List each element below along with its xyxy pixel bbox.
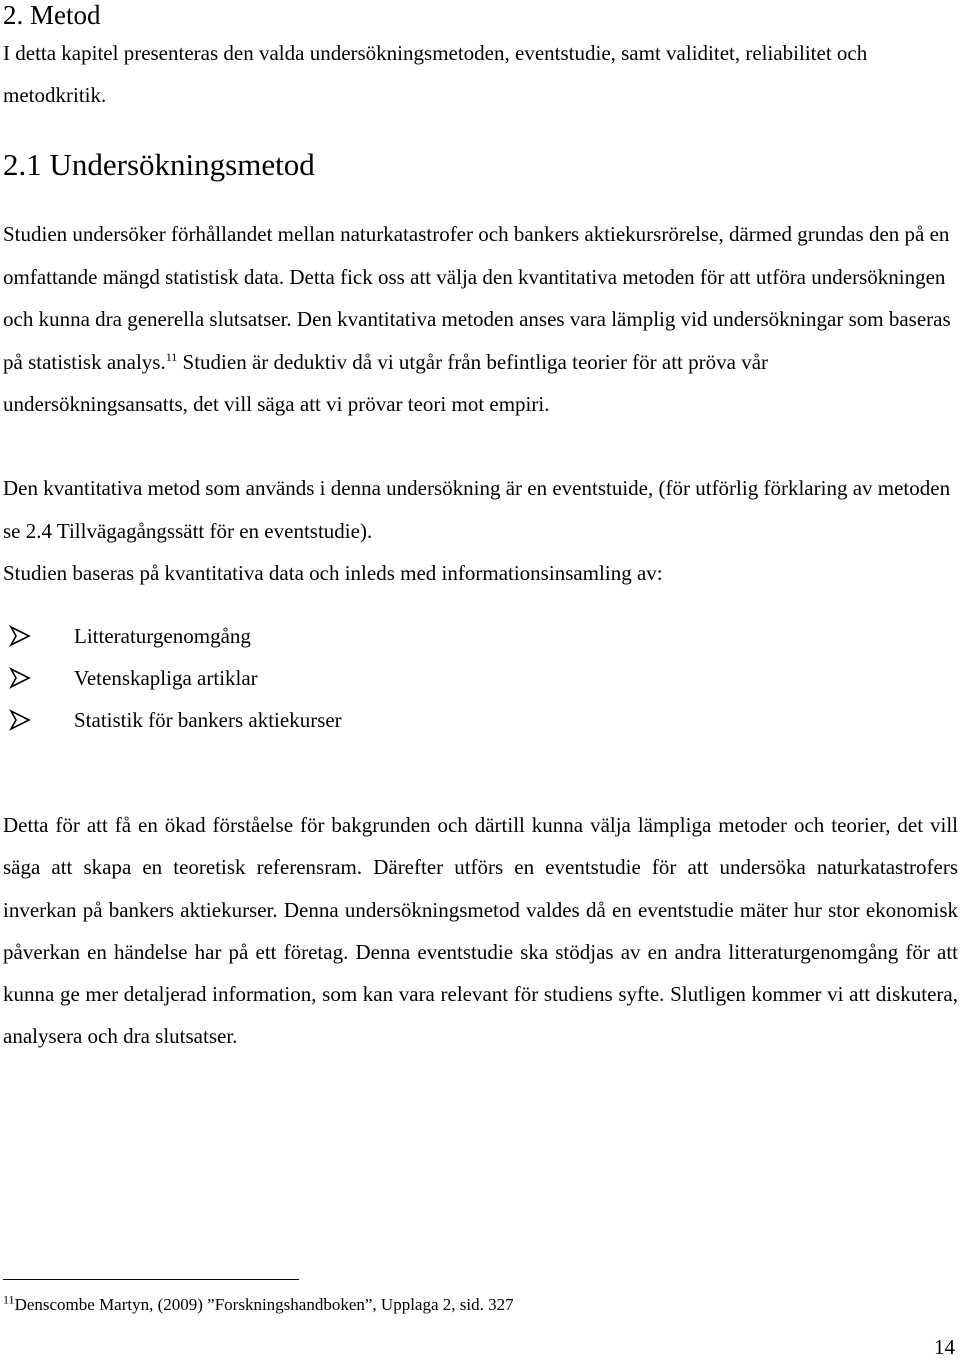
footnote-divider [3, 1279, 299, 1280]
chapter-heading: 2. Metod [3, 0, 101, 30]
section-heading: 2.1 Undersökningsmetod [3, 147, 315, 182]
list-item-label: Statistik för bankers aktiekurser [74, 708, 342, 732]
footnote-reference[interactable]: 11 [165, 349, 178, 364]
footnote [3, 1290, 514, 1320]
chapter-intro: I detta kapitel presenteras den valda undersökningsmetoden, eventstudie, samt validitet, reliabilitet och metodkritik. [3, 41, 868, 107]
footnote-text: Denscombe Martyn, (2009) ”Forskningshandboken”, Upplaga 2, sid. 327 [14, 1295, 514, 1314]
bullet-list [8, 615, 342, 741]
list-item-label: Litteraturgenomgång [74, 624, 251, 648]
arrowhead-bullet-icon [8, 708, 32, 732]
footnote-number: 11 [3, 1292, 15, 1307]
paragraph-purpose: Detta för att få en ökad förståelse för bakgrunden och därtill kunna välja lämpliga metoder och teorier, det vill säga att skapa en teoretisk referensram. Därefter utförs en eventstudie för att undersöka naturkatastrofers inverkan på bankers aktiekurser. Denna undersökningsmetod valdes då en eventstudie mäter hur stor ekonomisk påverkan en händelse har på ett företag. Denna eventstudie ska stödjas av en andra litteraturgenomgång för att kunna ge mer detaljerad information, som kan vara relevant för studiens syfte. Slutligen kommer vi att diskutera, analysera och dra slutsatser. [3, 813, 958, 1049]
paragraph-text: Studien undersöker förhållandet mellan naturkatastrofer och bankers aktiekursrörelse, därmed grundas den på en omfattande mängd statistisk data. Detta fick oss att välja den kvantitativa metoden för att utföra undersökningen och kunna dra generella slutsatser. Den kvantitativa metoden anses vara lämplig vid undersökningar som baseras på statistisk analys. [3, 222, 951, 374]
list-item [8, 657, 342, 699]
list-item-label: Vetenskapliga artiklar [74, 666, 258, 690]
list-item [8, 699, 342, 741]
arrowhead-bullet-icon [8, 624, 32, 648]
paragraph-data-collection: Studien baseras på kvantitativa data och inleds med informationsinsamling av: [3, 561, 663, 585]
page-number: 14 [934, 1335, 955, 1359]
list-item [8, 615, 342, 657]
arrowhead-bullet-icon [8, 666, 32, 690]
paragraph-method-rationale [3, 213, 958, 426]
paragraph-event-study: Den kvantitativa metod som används i denna undersökning är en eventstuide, (för utförlig förklaring av metoden se 2.4 Tillvägagångssätt för en eventstudie). [3, 476, 951, 543]
paragraph-text: Studien är deduktiv då vi utgår från befintliga teorier för att pröva vår undersökningsansatts, det vill säga att vi prövar teori mot empiri. [3, 349, 769, 416]
